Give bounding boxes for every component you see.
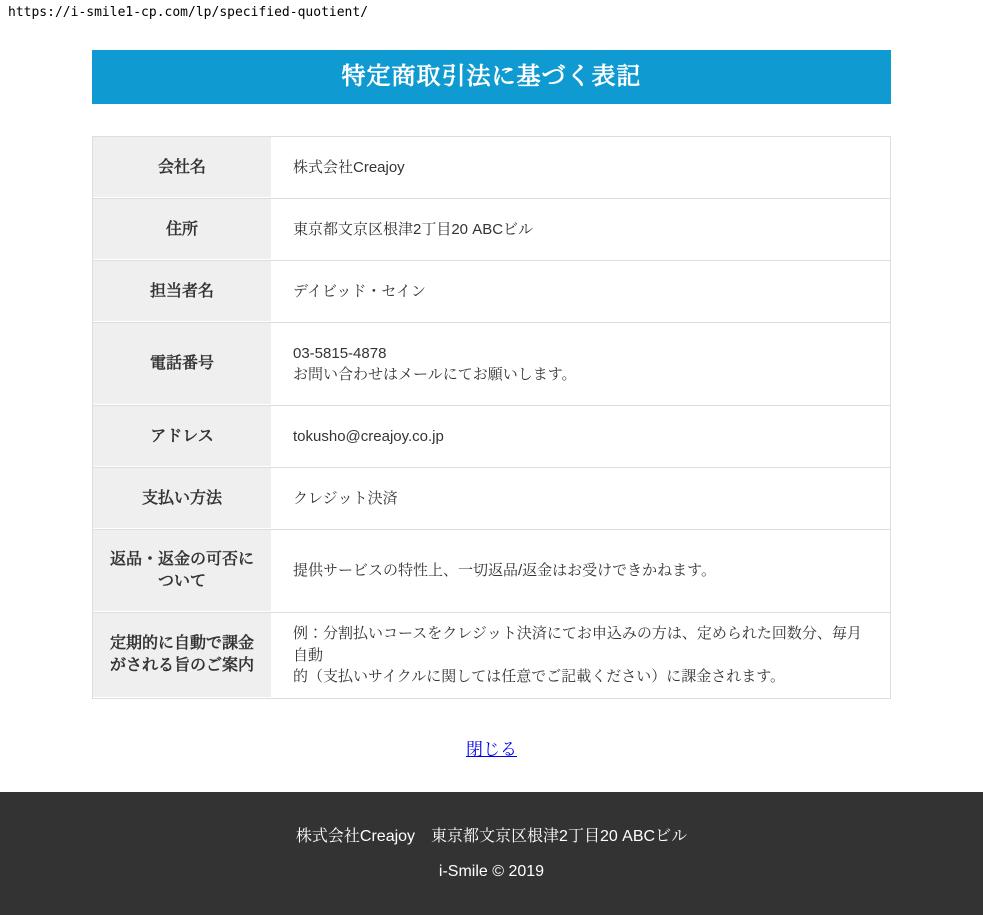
row-value-line: クレジット決済 — [293, 489, 398, 507]
table-row-company — [93, 137, 890, 199]
table-row-refund-policy — [93, 530, 890, 613]
row-value-line: 株式会社Creajoy — [293, 158, 405, 176]
row-value-cell — [273, 613, 890, 698]
tokusho-table — [92, 136, 891, 699]
row-value-cell — [273, 137, 890, 198]
row-value-line: 例：分割払いコースをクレジット決済にてお申込みの方は、定められた回数分、毎月自動 — [293, 625, 862, 664]
row-label-line: 担当者名 — [149, 282, 214, 300]
row-label-line: 住所 — [165, 220, 198, 238]
row-label-line: 支払い方法 — [141, 489, 222, 507]
table-row-contact-person — [93, 261, 890, 323]
row-value-line: デイビッド・セイン — [293, 282, 426, 300]
row-value-line: 03-5815-4878 — [293, 344, 387, 362]
table-row-payment — [93, 468, 890, 530]
row-label-line: がされる旨のご案内 — [109, 657, 254, 675]
page-title: 特定商取引法に基づく表記 — [341, 63, 642, 90]
footer-company-line: 株式会社Creajoy 東京都文京区根津2丁目20 ABCビル — [295, 827, 688, 845]
table-row-address — [93, 199, 890, 261]
row-value-cell — [273, 323, 890, 405]
row-label-line: アドレス — [150, 427, 214, 445]
table-row-recurring-billing — [93, 613, 890, 699]
row-label-line: 電話番号 — [149, 355, 214, 372]
row-value-cell — [273, 261, 890, 322]
row-label-cell — [93, 199, 273, 260]
row-label-cell — [93, 613, 273, 698]
row-label-cell — [93, 468, 273, 529]
row-label-cell — [93, 323, 273, 405]
close-link[interactable]: 閉じる — [466, 739, 517, 759]
row-label-cell — [93, 406, 273, 467]
row-label-cell — [93, 137, 273, 198]
row-value-line: お問い合わせはメールにてお願いします。 — [293, 366, 577, 383]
row-label-cell — [93, 530, 273, 612]
close-link-container — [92, 735, 891, 760]
row-value-line: tokusho@creajoy.co.jp — [293, 427, 444, 445]
site-footer — [0, 792, 983, 915]
row-label-line: 返品・返金の可否に — [109, 551, 254, 568]
row-value-cell — [273, 530, 890, 612]
row-label-cell — [93, 261, 273, 322]
tokusho-page — [92, 50, 891, 760]
row-value-cell — [273, 199, 890, 260]
footer-copyright-line: i-Smile © 2019 — [438, 862, 545, 880]
page-title-bar — [92, 50, 891, 104]
row-value-line: 的（支払いサイクルに関しては任意でご記載ください）に課金されます。 — [293, 668, 786, 685]
table-row-phone — [93, 323, 890, 406]
row-label-line: 定期的に自動で課金 — [109, 635, 254, 653]
row-label-line: ついて — [157, 573, 206, 590]
row-value-line: 提供サービスの特性上、一切返品/返金はお受けできかねます。 — [293, 562, 716, 580]
row-label-line: 会社名 — [157, 158, 206, 176]
browser-url-text: https://i-smile1-cp.com/lp/specified-quotient/ — [8, 5, 369, 20]
row-value-cell — [273, 468, 890, 529]
row-value-line: 東京都文京区根津2丁目20 ABCビル — [293, 220, 534, 238]
row-value-cell — [273, 406, 890, 467]
table-row-email — [93, 406, 890, 468]
